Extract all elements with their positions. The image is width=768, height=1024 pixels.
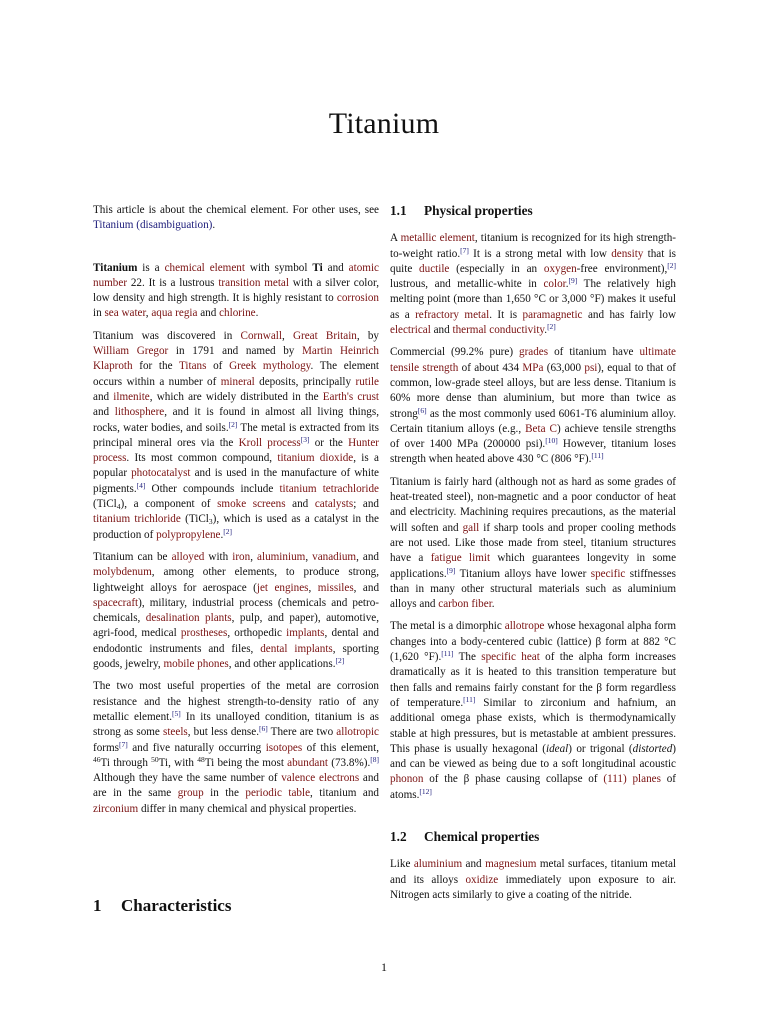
text-run: , is a popular: [93, 452, 379, 480]
subsection-number: 1.2: [390, 828, 407, 844]
text-run: is a: [137, 261, 165, 274]
paragraph: [390, 619, 676, 803]
citation-link[interactable]: [10]: [545, 436, 558, 446]
article-link[interactable]: abundant: [287, 756, 329, 769]
citation-link[interactable]: [7]: [119, 739, 128, 749]
article-link[interactable]: chlorine: [219, 307, 256, 320]
text-run: of the alpha form increases dramatically as it is heated to this transition temperature but then falls and remains fairly constant for the β form regardless of temperature.: [390, 651, 676, 709]
text-run: and has fairly low: [582, 308, 676, 321]
article-link[interactable]: dental implants: [260, 642, 333, 655]
article-link[interactable]: zirconium: [93, 802, 139, 815]
superscript: 48: [197, 754, 205, 764]
text-run: , and: [356, 550, 379, 563]
paragraph: [93, 261, 379, 322]
paragraph: [390, 231, 676, 338]
article-link[interactable]: corrosion: [336, 292, 379, 305]
text-run: (63,000: [543, 361, 585, 374]
text-run: if sharp tools and proper cooling methods are not used. Like those made from steel, titanium structures have a: [390, 521, 676, 565]
text-run: (especially in an: [449, 262, 544, 275]
section-heading-physical-properties: [390, 203, 676, 218]
article-link[interactable]: implants: [286, 627, 325, 640]
text-run: deposits, principally: [254, 375, 356, 388]
text-run: Titanium alloys have lower: [455, 567, 591, 580]
paragraph: [390, 475, 676, 613]
citation-link[interactable]: [2]: [547, 322, 556, 332]
text-run: ) and can be viewed as being due to a soft longitudinal acoustic: [390, 742, 676, 771]
paragraph: [93, 550, 379, 672]
citation-link[interactable]: [6]: [259, 724, 268, 734]
text-run: , pulp, and paper), automotive, agri-food, medical: [93, 612, 379, 640]
citation-link[interactable]: [2]: [223, 526, 233, 536]
text-run: , titanium is recognized for its high strength-to-weight ratio.: [390, 232, 676, 260]
text-run: , by: [356, 329, 380, 342]
article-link[interactable]: molybdenum: [93, 566, 152, 579]
text-run: It is a strong metal with low: [468, 247, 612, 260]
text-run: of: [206, 360, 230, 373]
article-link[interactable]: density: [611, 247, 644, 260]
text-run: ), which is used as a catalyst in the production of: [93, 513, 379, 541]
text-run: Although they have the same number of: [93, 772, 282, 785]
paragraph: [93, 679, 379, 817]
article-link[interactable]: valence electrons: [281, 772, 360, 785]
article-link[interactable]: refractory metal: [415, 308, 490, 321]
section-heading-chemical-properties: [390, 829, 676, 844]
spacer: [93, 241, 379, 261]
article-link[interactable]: Great Britain: [292, 329, 357, 342]
text-run: with a silver color, low density and high strength. It is highly resistant to: [93, 276, 379, 305]
text-run: and: [462, 858, 486, 871]
paragraph: [390, 345, 676, 467]
hatnote: [93, 203, 379, 234]
text-run: of the β phase causing collapse of: [423, 773, 604, 786]
article-link[interactable]: specific heat: [481, 651, 540, 664]
text-run: which guarantees longevity in some applications.: [390, 552, 677, 580]
citation-link[interactable]: [5]: [172, 708, 181, 718]
article-link[interactable]: electrical: [390, 324, 431, 337]
text-run: , which are widely distributed in the: [149, 390, 323, 403]
article-link[interactable]: vanadium: [312, 550, 357, 563]
article-link[interactable]: color: [543, 278, 566, 291]
article-link[interactable]: titanium trichloride: [93, 513, 181, 526]
text-run: as the most commonly used 6061-T6 aluminium alloy. Certain titanium alloys (e.g.,: [390, 407, 676, 435]
text-run: .: [255, 307, 259, 320]
text-run: and is used in the manufacture of white pigments.: [93, 467, 379, 495]
article-link[interactable]: (111) planes: [603, 773, 661, 786]
text-run: The: [453, 651, 482, 664]
text-run: ) or trigonal (: [568, 742, 633, 755]
text-run: for the: [132, 360, 179, 373]
text-run: Like: [390, 858, 414, 871]
article-link[interactable]: allotrope: [504, 620, 545, 633]
text-run: ideal: [545, 742, 569, 755]
text-run: , and other applications.: [228, 658, 336, 671]
article-link[interactable]: Titans: [178, 360, 207, 373]
article-link[interactable]: Beta C: [525, 422, 557, 435]
text-run: of titanium have: [548, 346, 640, 359]
citation-link[interactable]: [3]: [300, 434, 310, 444]
text-run: .: [544, 324, 548, 337]
article-link[interactable]: jet engines: [256, 581, 309, 594]
article-link[interactable]: Kroll process: [238, 436, 301, 449]
section-heading-characteristics: [93, 896, 231, 916]
article-link[interactable]: photocatalyst: [131, 467, 191, 480]
text-run: ; and: [353, 498, 379, 511]
text-run: , but less dense.: [187, 726, 259, 739]
text-run: lustrous, and metallic-white in: [390, 278, 544, 291]
citation-link[interactable]: [7]: [460, 245, 469, 255]
text-run: ,: [250, 550, 258, 563]
article-link[interactable]: oxidize: [465, 873, 499, 886]
article-link[interactable]: aluminium: [257, 550, 306, 563]
text-run: The metal is extracted from its principal mineral ores via the: [93, 421, 379, 449]
article-link[interactable]: thermal conductivity: [452, 324, 545, 337]
article-link[interactable]: periodic table: [245, 787, 311, 800]
text-run: However, titanium loses strength when heated above 430 °C (806 °F).: [390, 438, 676, 466]
text-run: (TiCl: [93, 498, 117, 511]
citation-link[interactable]: [6]: [417, 405, 427, 415]
citation-link[interactable]: [9]: [446, 565, 456, 575]
text-run: Titanium can be: [93, 550, 172, 563]
article-link[interactable]: sea water: [104, 307, 146, 320]
superscript: 46: [93, 754, 101, 764]
article-link[interactable]: desalination plants: [145, 612, 232, 625]
text-run: , sporting goods, jewelry,: [93, 642, 379, 671]
physical-paragraphs: [390, 231, 676, 803]
hatnote-end: .: [212, 219, 216, 232]
text-run: Commercial (99.2% pure): [390, 346, 520, 359]
article-link[interactable]: Greek mythology: [229, 360, 311, 373]
text-run: distorted: [632, 742, 673, 755]
text-run: ,: [305, 550, 313, 563]
text-run: ) achieve tensile strengths of over 1400 MPa (200000 psi).: [390, 422, 676, 451]
left-column: [93, 203, 379, 824]
paragraph: [93, 329, 379, 543]
article-link[interactable]: titanium tetrachloride: [279, 482, 379, 495]
article-link[interactable]: aluminium: [413, 858, 463, 871]
subsection-label: Physical properties: [424, 203, 533, 218]
text-run: and: [285, 498, 315, 511]
citation-link[interactable]: [2]: [667, 260, 677, 270]
text-run: and: [430, 324, 453, 337]
text-run: stiffnesses than in many other structural materials such as aluminium alloys and: [390, 567, 677, 611]
disambiguation-link[interactable]: Titanium (disambiguation): [93, 219, 213, 232]
subsection-number: 1.1: [390, 203, 407, 218]
article-link[interactable]: psi: [584, 361, 598, 374]
article-link[interactable]: aqua regia: [151, 307, 198, 320]
article-link[interactable]: catalysts: [314, 498, 354, 511]
article-link[interactable]: Cornwall: [240, 329, 282, 342]
section-number: 1: [93, 896, 102, 915]
article-link[interactable]: Hunter process: [93, 436, 380, 465]
article-link[interactable]: Earth's crust: [322, 390, 379, 403]
text-run: , and: [353, 581, 380, 594]
text-run: Ti: [312, 261, 323, 274]
text-run: 22. It is a lustrous: [127, 276, 219, 289]
article-link[interactable]: chemical element: [164, 261, 245, 274]
text-run: Titanium: [93, 261, 138, 274]
text-run: and five naturally occurring: [127, 741, 266, 754]
text-run: Titanium was discovered in: [93, 329, 241, 342]
section-label: Characteristics: [121, 896, 232, 915]
subscript: 3: [208, 517, 213, 527]
citation-link[interactable]: [11]: [591, 451, 604, 461]
text-run: The relatively high melting point (more than 1,650 °C or 3,000 °F) makes it useful as a: [390, 278, 676, 321]
article-link[interactable]: phonon: [390, 773, 424, 786]
hatnote-text: This article is about the chemical element. For other uses, see: [93, 204, 379, 216]
article-link[interactable]: carbon fiber: [438, 598, 492, 611]
text-run: with: [204, 550, 233, 563]
text-run: , dental and endodontic instruments and files,: [93, 627, 379, 655]
citation-link[interactable]: [2]: [335, 656, 345, 666]
text-run: Ti, with: [158, 756, 198, 769]
citation-link[interactable]: [9]: [568, 276, 578, 286]
text-run: ,: [145, 307, 152, 320]
article-link[interactable]: paramagnetic: [522, 308, 583, 321]
article-link[interactable]: smoke screens: [217, 498, 286, 511]
text-run: differ in many chemical and physical properties.: [138, 802, 357, 815]
text-run: . The element occurs within a number of: [93, 360, 379, 388]
article-link[interactable]: polypropylene: [156, 528, 221, 541]
article-link[interactable]: mineral: [220, 375, 255, 388]
text-run: . Its most common compound,: [126, 452, 278, 465]
text-run: Ti being the most: [204, 756, 288, 769]
citation-link[interactable]: [11]: [463, 694, 476, 704]
text-run: , and it is found in almost all living things, rocks, water bodies, and soils.: [93, 406, 380, 434]
article-link[interactable]: specific: [590, 567, 626, 580]
article-link[interactable]: grades: [519, 346, 549, 359]
article-link[interactable]: allotropic: [336, 726, 379, 739]
article-link[interactable]: ultimate tensile strength: [390, 346, 676, 374]
chemical-paragraphs: [390, 857, 676, 903]
article-link[interactable]: transition metal: [218, 276, 289, 289]
text-run: of atoms.: [390, 773, 676, 801]
text-run: in 1791 and named by: [168, 345, 303, 358]
text-run: of about 434: [458, 361, 523, 374]
text-run: of this element,: [302, 741, 379, 754]
text-run: The metal is a dimorphic: [390, 620, 505, 633]
text-run: Ti through: [100, 756, 152, 769]
text-run: that is quite: [390, 247, 677, 275]
article-link[interactable]: group: [177, 787, 204, 800]
text-run: Titanium is fairly hard (although not as hard as some grades of heat-treated steel), non-magnetic and a poor conductor of heat and electricity. Machining requires precautions, as the material will soften and: [390, 475, 676, 534]
text-run: (73.8%).: [328, 756, 371, 769]
text-run: or the: [309, 436, 349, 449]
article-link[interactable]: William Gregor: [93, 345, 169, 358]
article-link[interactable]: MPa: [522, 361, 544, 374]
text-run: ), a component of: [120, 498, 218, 511]
article-link[interactable]: lithosphere: [114, 406, 165, 419]
text-run: and: [197, 307, 220, 320]
article-link[interactable]: steels: [163, 726, 188, 739]
article-link[interactable]: iron: [232, 550, 251, 563]
text-run: , among other elements, to produce strong, lightweight alloys for aerospace (: [93, 566, 379, 594]
article-link[interactable]: rutile: [355, 375, 379, 388]
subscript: 4: [116, 502, 121, 512]
text-run: and: [93, 406, 115, 419]
text-run: .: [565, 278, 569, 291]
article-link[interactable]: alloyed: [171, 550, 205, 563]
text-run: (TiCl: [180, 513, 209, 526]
text-run: .: [220, 528, 224, 541]
article-link[interactable]: isotopes: [265, 741, 303, 754]
article-link[interactable]: missiles: [317, 581, 354, 594]
text-run: forms: [93, 741, 119, 754]
citation-link[interactable]: [8]: [370, 754, 379, 764]
text-run: ), military, industrial process (chemicals and petro-chemicals,: [93, 596, 379, 625]
text-run: -free environment),: [576, 262, 668, 275]
text-run: In its unalloyed condition, titanium is as strong as some: [93, 710, 379, 739]
text-run: , titanium and: [310, 787, 380, 800]
citation-link[interactable]: [11]: [441, 649, 454, 659]
article-link[interactable]: ductile: [419, 262, 450, 275]
article-link[interactable]: atomic number: [93, 261, 379, 289]
text-run: ,: [308, 581, 318, 594]
article-link[interactable]: ilmenite: [113, 390, 150, 403]
article-link[interactable]: titanium dioxide: [277, 452, 354, 465]
text-run: ), equal to that of common, low-grade steel alloys, but are less dense. Titanium is 60% more dense than aluminium, but more than twice as strong: [390, 361, 676, 420]
paragraph: [390, 857, 676, 903]
text-run: in: [93, 307, 105, 320]
article-link[interactable]: fatigue limit: [430, 552, 491, 565]
text-run: and: [93, 390, 114, 403]
text-run: A: [390, 232, 401, 245]
article-link[interactable]: gall: [462, 521, 480, 534]
intro-paragraphs: [93, 261, 379, 817]
text-run: The two most useful properties of the metal are corrosion resistance and the highest strength-to-density ratio of any metallic element.: [93, 680, 379, 723]
article-link[interactable]: mobile phones: [163, 658, 229, 671]
text-run: and: [322, 261, 349, 274]
citation-link[interactable]: [2]: [228, 419, 238, 429]
article-link[interactable]: prostheses: [180, 627, 228, 640]
text-run: . It is: [489, 308, 523, 321]
page-title: Titanium: [328, 107, 440, 140]
article-link[interactable]: Martin Heinrich Klaproth: [93, 345, 379, 373]
text-run: metal surfaces, titanium metal and its alloys: [390, 858, 677, 886]
text-run: immediately upon exposure to air. Nitrogen acts similarly to give a coating of the nitride.: [390, 873, 677, 901]
article-link[interactable]: oxygen: [543, 262, 577, 275]
article-link[interactable]: spacecraft: [93, 596, 139, 609]
text-run: Similar to zirconium and hafnium, an additional omega phase exists, which is thermodynamically stable at high pressures, but is metastable at ambient pressures. This phase is usually hexagonal (: [390, 696, 676, 755]
citation-link[interactable]: [4]: [136, 480, 146, 490]
text-run: Other compounds include: [145, 482, 280, 495]
article-link[interactable]: magnesium: [485, 858, 537, 871]
article-link[interactable]: metallic element: [400, 232, 475, 245]
citation-link[interactable]: [12]: [419, 786, 432, 796]
text-run: in the: [203, 787, 246, 800]
page-number: 1: [381, 960, 387, 974]
superscript: 50: [151, 754, 159, 764]
text-run: ,: [281, 329, 293, 342]
text-run: There are two: [267, 726, 337, 739]
text-run: .: [491, 598, 495, 611]
text-run: , orthopedic: [227, 627, 287, 640]
right-column: [390, 203, 676, 910]
text-run: and are in the same: [93, 772, 380, 800]
text-run: whose hexagonal alpha form changes into a body-centered cubic (lattice) β form at 882 °C (1,620 °F).: [390, 620, 676, 664]
subsection-label: Chemical properties: [424, 828, 540, 844]
text-run: with symbol: [244, 261, 313, 274]
